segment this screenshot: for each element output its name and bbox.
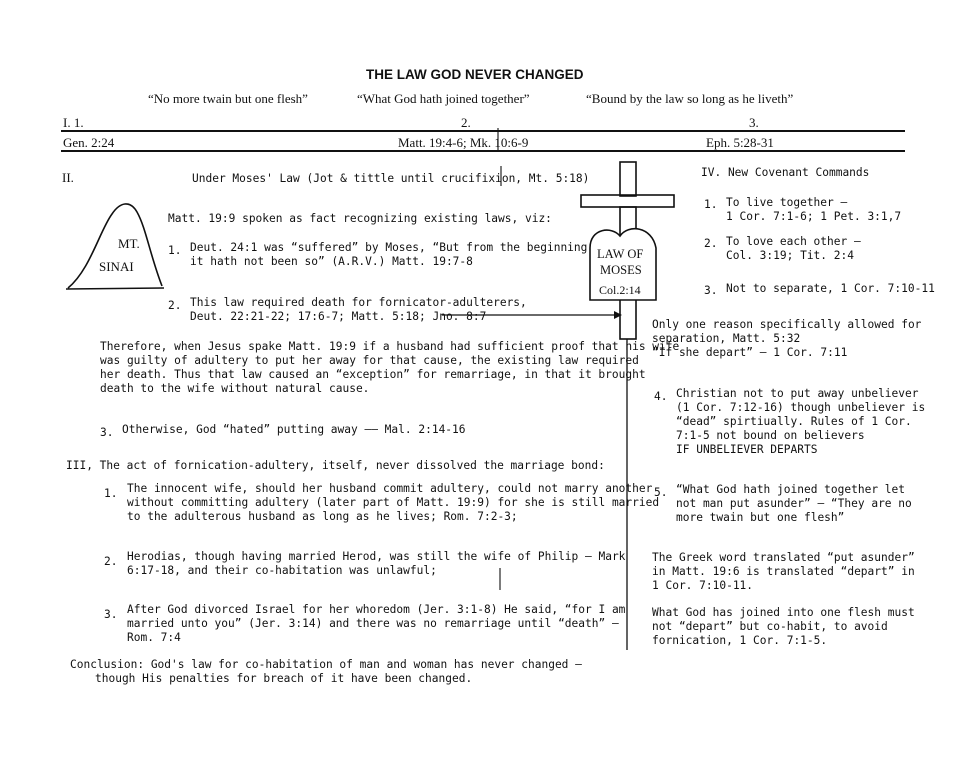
s4-item2-line1: To love each other —	[726, 235, 861, 248]
s3-item2-number: 2.	[104, 555, 118, 568]
s3-item1-line2: without committing adultery (later part of Matt. 19:9) for she is still married	[127, 496, 660, 509]
mountain-label-mt: MT.	[118, 236, 140, 251]
s3-item2-line1: Herodias, though having married Herod, was still the wife of Philip — Mark	[127, 550, 626, 563]
s2-item2-line2: Deut. 22:21-22; 17:6-7; Matt. 5:18; Jno. 8:7	[190, 310, 487, 323]
section-2-intro: Matt. 19:9 spoken as fact recognizing existing laws, viz:	[168, 212, 552, 225]
s4-item4-line5: IF UNBELIEVER DEPARTS	[676, 443, 818, 456]
s4-item4-line4: 7:1-5 not bound on believers	[676, 429, 865, 442]
only-one-line2: separation, Matt. 5:32	[652, 332, 801, 345]
tablet-line-2: MOSES	[600, 263, 642, 277]
s4-item3-text: Not to separate, 1 Cor. 7:10-11	[726, 282, 935, 295]
s4-item4-number: 4.	[654, 390, 668, 403]
col2-reference: Matt. 19:4-6; Mk. 10:6-9	[398, 135, 529, 150]
col3-reference: Eph. 5:28-31	[706, 135, 774, 150]
s3-item3-line1: After God divorced Israel for her whoredom (Jer. 3:1-8) He said, “for I am	[127, 603, 626, 616]
conclusion-line1: Conclusion: God's law for co-habitation of man and woman has never changed —	[70, 658, 582, 671]
s3-item1-line3: to the adulterous husband as long as he lives; Rom. 7:2-3;	[127, 510, 518, 523]
section-2-number: II.	[62, 170, 74, 185]
s3-item3-line2: married unto you” (Jer. 3:14) and there was no remarriage until “death” —	[127, 617, 619, 630]
s4-item1-line2: 1 Cor. 7:1-6; 1 Pet. 3:1,7	[726, 210, 902, 223]
joined-line3: fornication, 1 Cor. 7:1-5.	[652, 634, 828, 647]
therefore-line3: her death. Thus that law caused an “exception” for remarriage, in that it brought	[100, 368, 646, 381]
s4-item5-number: 5.	[654, 486, 668, 499]
s3-item1-number: 1.	[104, 487, 118, 500]
only-one-line3: “If she depart” — 1 Cor. 7:11	[652, 346, 848, 359]
conclusion-line2: though His penalties for breach of it have been changed.	[95, 672, 473, 685]
col3-number: 3.	[749, 115, 759, 130]
s2-item2-number: 2.	[168, 299, 182, 312]
section-3-heading: III, The act of fornication-adultery, itself, never dissolved the marriage bond:	[66, 459, 605, 472]
s4-item4-line2: (1 Cor. 7:12-16) though unbeliever is	[676, 401, 926, 414]
section-4-heading: IV. New Covenant Commands	[701, 166, 870, 179]
page-title: THE LAW GOD NEVER CHANGED	[366, 67, 584, 82]
col1-number: I. 1.	[63, 115, 84, 130]
s3-item3-line3: Rom. 7:4	[127, 631, 181, 644]
mountain-label-sinai: SINAI	[99, 259, 134, 274]
s4-item1-number: 1.	[704, 198, 718, 211]
therefore-line2: was guilty of adultery to put her away for that cause, the existing law required	[100, 354, 639, 367]
s4-item1-line1: To live together —	[726, 196, 848, 209]
s4-item3-number: 3.	[704, 284, 718, 297]
tablet-line-3: Col.2:14	[599, 283, 641, 297]
col1-reference: Gen. 2:24	[63, 135, 115, 150]
therefore-line1: Therefore, when Jesus spake Matt. 19:9 if a husband had sufficient proof that his wife	[100, 340, 680, 353]
s2-item1-number: 1.	[168, 244, 182, 257]
s4-item5-line1: “What God hath joined together let	[676, 483, 906, 496]
s2-item2-line1: This law required death for fornicator-adulterers,	[190, 296, 527, 309]
s4-item2-number: 2.	[704, 237, 718, 250]
s4-item4-line1: Christian not to put away unbeliever	[676, 387, 919, 400]
s4-item5-line2: not man put asunder” — “They are no	[676, 497, 912, 510]
section-2-heading: Under Moses' Law (Jot & tittle until crucifixion, Mt. 5:18)	[192, 172, 590, 185]
s3-item2-line2: 6:17-18, and their co-habitation was unlawful;	[127, 564, 437, 577]
joined-line1: What God has joined into one flesh must	[652, 606, 915, 619]
mount-sinai-shape	[66, 204, 164, 289]
joined-line2: not “depart” but co-habit, to avoid	[652, 620, 888, 633]
s4-item2-line2: Col. 3:19; Tit. 2:4	[726, 249, 854, 262]
tablet-line-1: LAW OF	[597, 247, 644, 261]
greek-line3: 1 Cor. 7:10-11.	[652, 579, 754, 592]
col2-number: 2.	[461, 115, 471, 130]
s3-item3-number: 3.	[104, 608, 118, 621]
quote-1: “No more twain but one flesh”	[148, 91, 308, 106]
s2-item3-number: 3.	[100, 426, 114, 439]
s2-item3-text: Otherwise, God “hated” putting away —— Mal. 2:14-16	[122, 423, 466, 436]
greek-line1: The Greek word translated “put asunder”	[652, 551, 915, 564]
only-one-line1: Only one reason specifically allowed for	[652, 318, 922, 331]
s3-item1-line1: The innocent wife, should her husband commit adultery, could not marry another	[127, 482, 653, 495]
s2-item1-line2: it hath not been so” (A.R.V.) Matt. 19:7-8	[190, 255, 473, 268]
quote-3: “Bound by the law so long as he liveth”	[586, 91, 794, 106]
greek-line2: in Matt. 19:6 is translated “depart” in	[652, 565, 915, 578]
s4-item4-line3: “dead” spirtiually. Rules of 1 Cor.	[676, 415, 912, 428]
quote-2: “What God hath joined together”	[357, 91, 530, 106]
s4-item5-line3: more twain but one flesh”	[676, 511, 845, 524]
therefore-line4: death to the wife without natural cause.	[100, 382, 370, 395]
s2-item1-line1: Deut. 24:1 was “suffered” by Moses, “But from the beginning	[190, 241, 588, 254]
